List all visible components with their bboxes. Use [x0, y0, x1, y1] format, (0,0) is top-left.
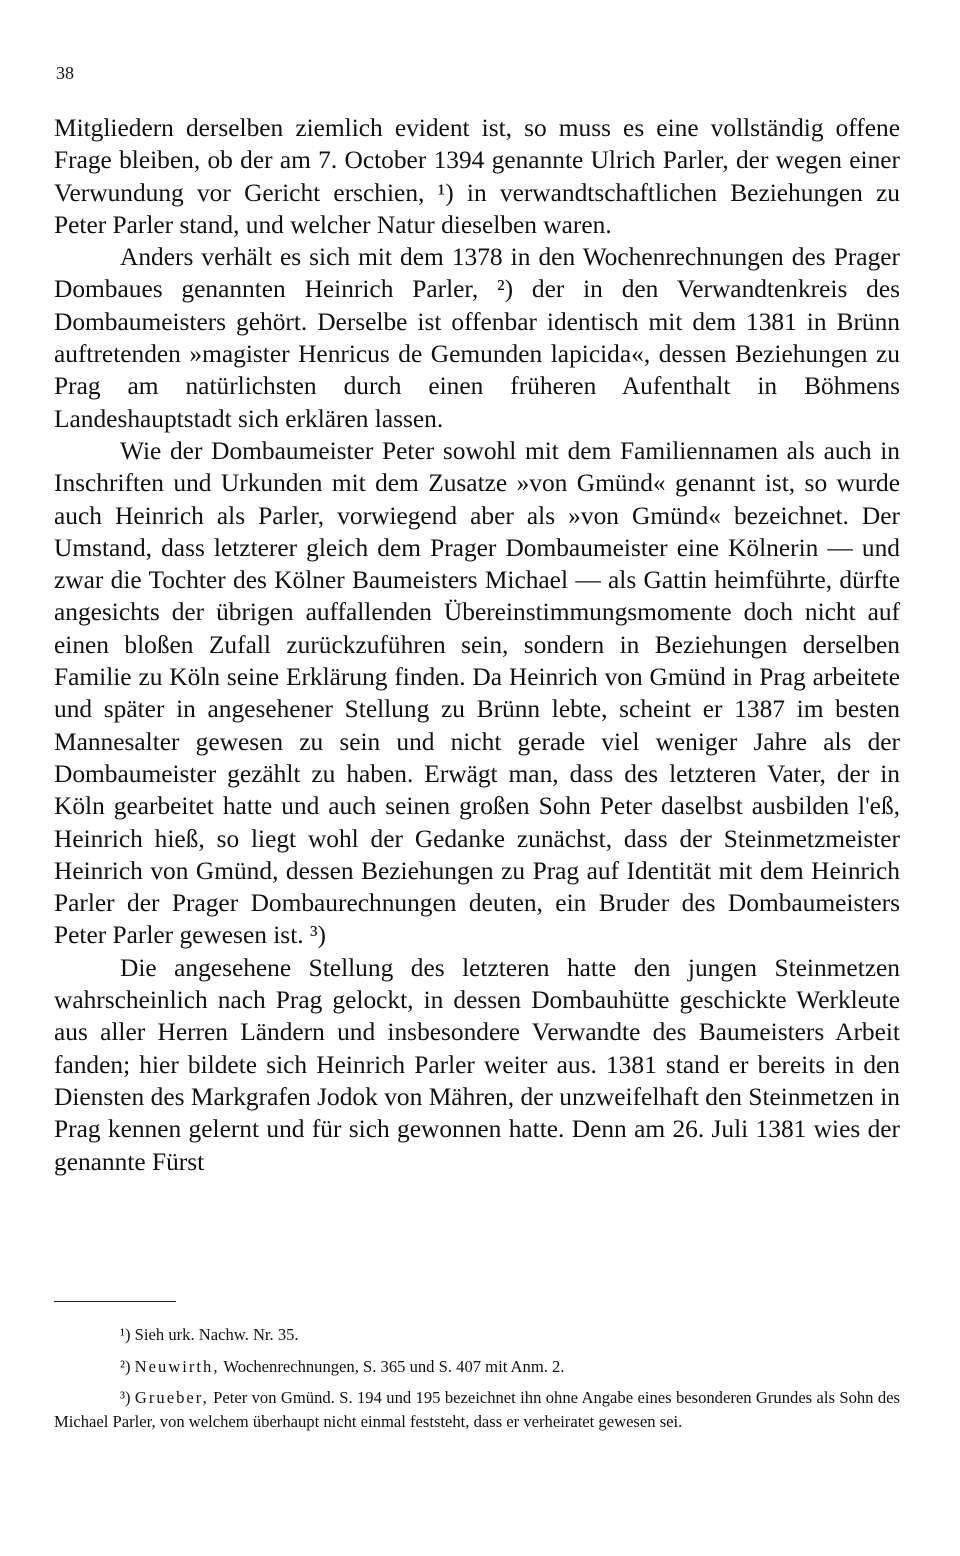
footnote-marker: ¹): [120, 1325, 131, 1344]
paragraph-4: Die angesehene Stellung des letzteren hatte den jungen Steinmetzen wahrscheinlich nach Prag gelockt, in dessen Dombauhütte geschickte Werkleute aus aller Herren Ländern und insbesondere Verwandte des Baumeisters Arbeit fanden; hier bildete sich Heinrich Parler weiter aus. 1381 stand er bereits in den Diensten des Markgrafen Jodok von Mähren, der unzweifelhaft den Steinmetzen in Prag kennen gelernt und für sich gewonnen hatte. Denn am 26. Juli 1381 wies der genannte Fürst: [54, 953, 900, 1176]
body-text: [54, 112, 900, 1178]
paragraph-2: Anders verhält es sich mit dem 1378 in den Wochenrechnungen des Prager Dombaues genannten Heinrich Parler, ²) der in den Verwandtenkreis des Dombaumeisters gehört. Derselbe ist offenbar identisch mit dem 1381 in Brünn auftretenden »magister Henricus de Gemunden lapicida«, dessen Beziehungen zu Prag am natürlichsten durch einen früheren Aufenthalt in Böhmens Landeshauptstadt sich erklären lassen.: [54, 243, 900, 433]
footnote-text: Peter von Gmünd. S. 194 und 195 bezeichnet ihn ohne Angabe eines besonderen Grundes als Sohn des Michael Parler, von welchem überhaupt nicht einmal feststeht, dass er verheiratet gewesen sei.: [54, 1388, 900, 1431]
footnote-2: [54, 1354, 900, 1379]
footnote-author: Grueber,: [134, 1388, 209, 1407]
footnote-text: Wochenrechnungen, S. 365 und S. 407 mit Anm. 2.: [223, 1357, 565, 1376]
page-number: 38: [56, 63, 74, 83]
footnote-marker: ³): [120, 1388, 131, 1407]
paragraph-1: Mitgliedern derselben ziemlich evident ist, so muss es eine vollständig offene Frage bleiben, ob der am 7. October 1394 genannte Ulrich Parler, der wegen einer Verwundung vor Gericht erschien, ¹) in verwandtschaftlichen Beziehungen zu Peter Parler stand, und welcher Natur dieselben waren.: [54, 114, 900, 239]
footnote-3: [54, 1386, 900, 1434]
footnote-marker: ²): [120, 1357, 131, 1376]
footnote-author: Neuwirth,: [134, 1357, 220, 1376]
paragraph-3: Wie der Dombaumeister Peter sowohl mit dem Familiennamen als auch in Inschriften und Urkunden mit dem Zusatze »von Gmünd« genannt ist, so wurde auch Heinrich als Parler, vorwiegend aber als »von Gmünd« bezeichnet. Der Umstand, dass letzterer gleich dem Prager Dombaumeister eine Kölnerin — und zwar die Tochter des Kölner Baumeisters Michael — als Gattin heimführte, dürfte angesichts der übrigen auffallenden Übereinstimmungsmomente doch nicht auf einen bloßen Zufall zurückzuführen sein, sondern in Beziehungen derselben Familie zu Köln seine Erklärung finden. Da Heinrich von Gmünd in Prag arbeitete und später in angesehener Stellung zu Brünn lebte, scheint er 1387 im besten Mannesalter gewesen zu sein und nicht gerade viel weniger Jahre als der Dombaumeister gezählt zu haben. Erwägt man, dass des letzteren Vater, der in Köln gearbeitet hatte und auch seinen großen Sohn Peter daselbst ausbilden l'eß, Heinrich hieß, so liegt wohl der Gedanke zunächst, dass der Steinmetzmeister Heinrich von Gmünd, dessen Beziehungen zu Prag auf Identität mit dem Heinrich Parler der Prager Dombaurechnungen deuten, ein Bruder des Dombaumeisters Peter Parler gewesen ist. ³): [54, 436, 900, 950]
footnotes: [54, 1322, 900, 1441]
footnote-text: Sieh urk. Nachw. Nr. 35.: [134, 1325, 299, 1344]
footnote-1: [54, 1322, 900, 1347]
footnote-separator: [54, 1301, 176, 1302]
